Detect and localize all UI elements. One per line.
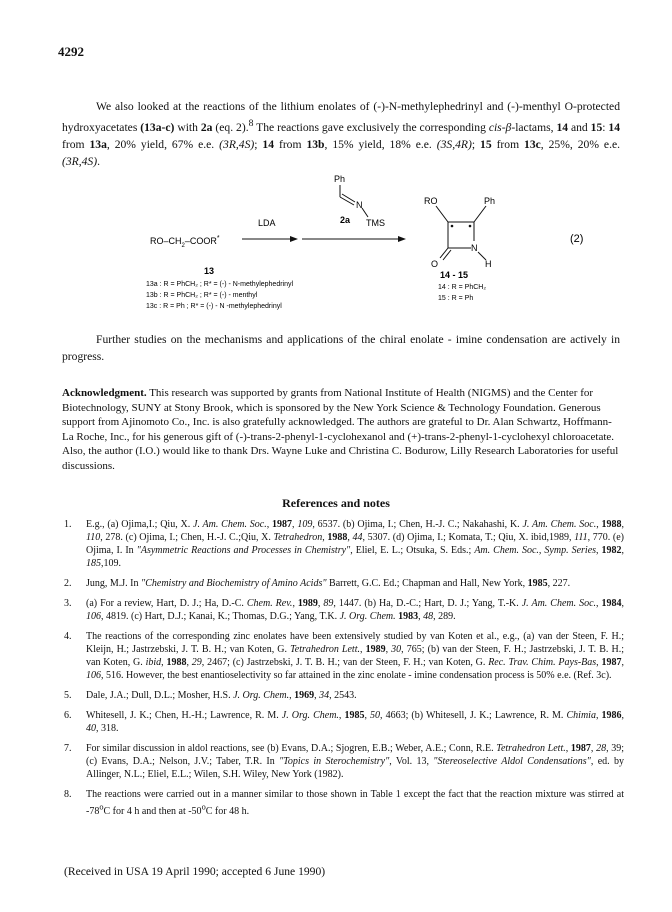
- reference-item: [64, 709, 624, 735]
- reference-number: 1.: [64, 519, 72, 530]
- reference-text: Dale, J.A.; Dull, D.L.; Mosher, H.S. J. Org. Chem., 1969, 34, 2543.: [86, 690, 357, 701]
- reference-text: The reactions were carried out in a manner similar to those shown in Table 1 except the fact that the reaction mixture was stirred at -78$^o$C for 4 h and then at -50$^o$C for 48 h.: [86, 789, 624, 818]
- acknowledgment-title: Acknowledgment.: [62, 387, 147, 399]
- reference-number: 2.: [64, 578, 72, 589]
- ester-formula: $RO-CH_2-COOR^*$: [150, 235, 220, 249]
- compound-13c-line: 13c : R = Ph ; R* = (-) - N -methylephedrinyl: [146, 303, 282, 310]
- references-list: [64, 518, 624, 825]
- reference-text: For similar discussion in aldol reactions, see (b) Evans, D.A.; Sjogren, E.B.; Weber, A.E.; Conn, R.E. Tetrahedron Lett., 1987, 28, 39; (c) Evans, D.A.; Nelson, J.V.; Taber, T.R. In "Topics in Sterochemistry", Vol. 13, "Stereoselective Aldol Condensations", ed. by Allinger, N.L.; Eliel, E.L.; Wilen, S.H. Wiley, New York (1982).: [86, 743, 625, 780]
- received-dates: (Received in USA 19 April 1990; accepted 6 June 1990): [64, 865, 326, 878]
- reference-item: [64, 630, 624, 682]
- product-h: H: [485, 259, 492, 269]
- product-ro: RO: [424, 196, 438, 206]
- reagent-n: N: [356, 200, 363, 210]
- reference-number: 4.: [64, 631, 72, 642]
- reference-item: [64, 788, 624, 818]
- reference-number: 7.: [64, 743, 72, 754]
- product-ph: Ph: [484, 196, 496, 206]
- compound-13-label: 13: [204, 266, 215, 276]
- compound-15-line: 15 : R = Ph: [438, 295, 474, 302]
- equation-number: (2): [570, 233, 584, 245]
- arrow-2a-head: [398, 236, 406, 242]
- reference-item: [64, 689, 624, 702]
- product-stereo-dot-2: [469, 225, 472, 228]
- reagent-bond-n-tms: [362, 208, 368, 217]
- reference-item: [64, 597, 624, 623]
- reference-number: 6.: [64, 710, 72, 721]
- product-bond-ro: [436, 206, 448, 222]
- reference-text: (a) For a review, Hart, D. J.; Ha, D.-C. Chem. Rev., 1989, 89, 1447. (b) Ha, D.-C.; Hart, D. J.; Yang, T.-K. J. Am. Chem. Soc., 1984, 106, 4819. (c) Hart, D.J.; Kanai, K.; Thomas, D.G.; Yang, T.K. J. Org. Chem. 1983, 48, 289.: [86, 598, 625, 622]
- product-bond-ph: [474, 206, 486, 222]
- page-number: 4292: [58, 44, 84, 59]
- product-label-14-15: 14 - 15: [440, 270, 469, 280]
- acknowledgment-body: This research was supported by grants from National Institute of Health (NIGMS) and the Center for Biotechnology, SUNY at Stony Brook, which is sponsored by the New York Science & Technology Foundation. Generous support from Ajinomoto Co., Inc. is also gratefully acknowledged. The authors are grateful to Dr. Alan Schwartz, Hoffmann-La Roche, Inc., for his generous gift of (-)-trans-2-phenyl-1-cyclohexanol and (+)-trans-2-phenyl-1-cyclohexyl chloroacetate. Also, the author (I.O.) would like to thank Drs. Wayne Luke and Christina C. Bodurow, Lilly Research Laboratories for useful discussions.: [62, 387, 619, 472]
- product-co-bond-a: [440, 248, 448, 258]
- reference-number: 8.: [64, 789, 72, 800]
- reagent-double-bond-b: [342, 194, 355, 202]
- reference-text: Jung, M.J. In "Chemistry and Biochemistry of Amino Acids" Barrett, G.C. Ed.; Chapman and Hall, New York, 1985, 227.: [86, 578, 571, 589]
- reference-item: [64, 518, 624, 570]
- reagent-ph: Ph: [334, 174, 346, 184]
- body-paragraph-2: Further studies on the mechanisms and applications of the chiral enolate - imine condensation are actively in progress.: [62, 333, 620, 363]
- compound-13b-line: 13b : R = PhCH₂ ; R* = (-) - menthyl: [146, 292, 258, 299]
- product-n: N: [471, 243, 478, 253]
- reference-text: E.g., (a) Ojima,I.; Qiu, X. J. Am. Chem. Soc., 1987, 109, 6537. (b) Ojima, I.; Chen, H.-J. C.; Nakahashi, K. J. Am. Chem. Soc., 1988, 110, 278. (c) Ojima, I.; Chen, H.-J. C.;Qiu, X. Tetrahedron, 1988, 44, 5307. (d) Ojima, I.; Komata, T.; Qiu, X. ibid,1989, 111, 770. (e) Ojima, I. In "Asymmetric Reactions and Processes in Chemistry", Eliel, E. L.; Otsuka, S. Eds.; Am. Chem. Soc., Symp. Series, 1982, 185,109.: [86, 519, 625, 569]
- compound-13a-line: 13a : R = PhCH₂ ; R* = (-) - N-methylephedrinyl: [146, 281, 294, 288]
- reagent-double-bond-a: [340, 197, 354, 205]
- body-paragraph-1: We also looked at the reactions of the lithium enolates of (-)-N-methylephedrinyl and (-)-menthyl O-protected hydroxyacetates (13a-c) with 2a (eq. 2).$^8$ The reactions gave exclusively the corresponding cis-β-lactams, 14 and 15: 14 from 13a, 20% yield, 67% e.e. (3R,4S); 14 from 13b, 15% yield, 18% e.e. (3S,4R); 15 from 13c, 25%, 20% e.e. (3R,4S).: [62, 100, 621, 168]
- reagent-label-2a: 2a: [340, 215, 351, 225]
- acknowledgment: [62, 386, 620, 473]
- reference-number: 3.: [64, 598, 72, 609]
- reference-text: Whitesell, J. K.; Chen, H.-H.; Lawrence, R. M. J. Org. Chem., 1985, 50, 4663; (b) Whitesell, J. K.; Lawrence, R. M. Chimia, 1986, 40, 318.: [86, 710, 625, 734]
- product-co-bond-b: [443, 250, 451, 260]
- lda-label: LDA: [258, 218, 276, 228]
- reference-item: [64, 577, 624, 590]
- reaction-scheme-eq2: [0, 170, 672, 330]
- product-stereo-dot-1: [451, 225, 454, 228]
- reference-item: [64, 742, 624, 781]
- product-o: O: [431, 259, 439, 269]
- arrow-lda-head: [290, 236, 298, 242]
- reagent-tms: TMS: [366, 218, 385, 228]
- reference-number: 5.: [64, 690, 72, 701]
- compound-14-line: 14 : R = PhCH₂: [438, 284, 487, 291]
- references-heading: References and notes: [282, 496, 390, 510]
- reference-text: The reactions of the corresponding zinc enolates have been extensively studied by van Koten et al., e.g., (a) van der Steen, F. H.; Kleijn, H.; Jastrzebski, J. T. B. H.; van Koten, G. Tetrahedron Lett., 1989, 30, 765; (b) van der Steen, F. H.; Jastrzebski, J. T. B. H.; van Koten, G. ibid, 1988, 29, 2467; (c) Jastrzebski, J. T. B. H.; van der Steen, F. H.; van Koten, G. Rec. Trav. Chim. Pays-Bas, 1987, 106, 516. However, the best enantioselectivity so far attained in the zinc enolate - imine condensation process is 50% e.e. (Ref. 3c).: [86, 631, 624, 681]
